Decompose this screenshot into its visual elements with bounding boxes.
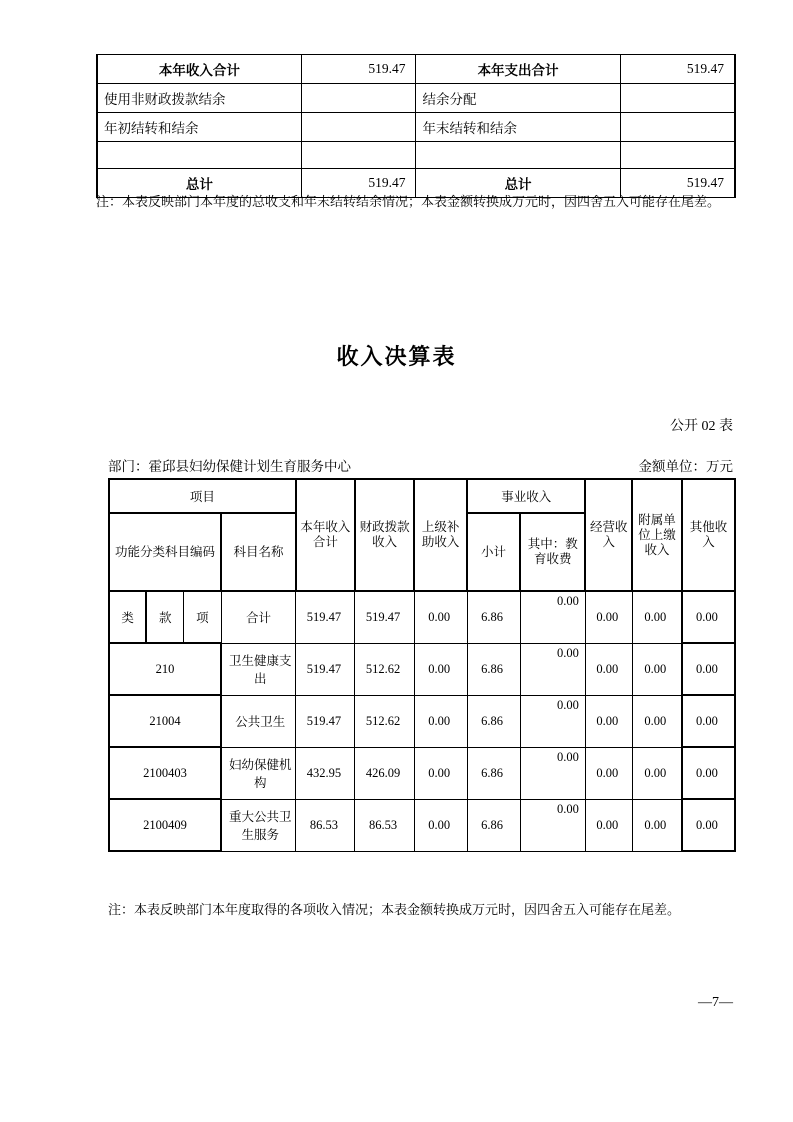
cell-edu-fee-value: 0.00 xyxy=(557,749,579,764)
cell-edu-fee-value: 0.00 xyxy=(557,801,579,816)
header-subtotal xyxy=(467,513,520,591)
cell-value-left xyxy=(301,84,416,113)
cell-operating: 0.00 xyxy=(585,591,632,643)
header-fiscal xyxy=(355,479,414,591)
cell-func-code: 2100403 xyxy=(109,747,221,799)
table-row xyxy=(97,113,735,142)
cell-value-left: 519.47 xyxy=(301,169,416,198)
cell-value-left xyxy=(301,113,416,142)
cell-edu-fee xyxy=(520,695,585,747)
income-table-container xyxy=(108,478,736,852)
table-row xyxy=(97,55,735,84)
table-row xyxy=(109,643,735,695)
cell-value-right: 519.47 xyxy=(620,169,735,198)
cell-subject-name: 卫生健康支出 xyxy=(221,643,296,695)
cell-superior: 0.00 xyxy=(414,643,467,695)
income-table-note: 注：本表反映部门本年度取得的各项收入情况；本表金额转换成万元时，因四舍五入可能存在尾差。 xyxy=(108,902,681,917)
cell-edu-fee xyxy=(520,591,585,643)
cell-fiscal: 512.62 xyxy=(355,643,414,695)
cell-subject-name: 合计 xyxy=(221,591,296,643)
cell-affiliated: 0.00 xyxy=(632,799,682,851)
cell-value-right: 519.47 xyxy=(620,55,735,84)
cell-affiliated: 0.00 xyxy=(632,747,682,799)
header-affiliated-label: 附属单位上缴收入 xyxy=(638,512,676,557)
table-row xyxy=(109,591,735,643)
cell-edu-fee-value: 0.00 xyxy=(557,697,579,712)
header-func-code-label: 功能分类科目编码 xyxy=(115,544,216,559)
cell-section: 款 xyxy=(146,591,183,643)
cell-subject-name: 重大公共卫生服务 xyxy=(221,799,296,851)
cell-label-right xyxy=(416,142,620,169)
header-year-total-label: 本年收入合计 xyxy=(300,520,351,549)
cell-affiliated: 0.00 xyxy=(632,695,682,747)
cell-superior: 0.00 xyxy=(414,747,467,799)
header-project: 项目 xyxy=(109,479,296,513)
cell-other: 0.00 xyxy=(682,591,735,643)
header-subject-name-label: 科目名称 xyxy=(233,544,284,559)
header-other-label: 其他收入 xyxy=(689,520,728,549)
table-row xyxy=(109,747,735,799)
cell-subtotal: 6.86 xyxy=(467,747,520,799)
header-operating-label: 经营收入 xyxy=(590,520,628,549)
cell-label-left xyxy=(97,142,301,169)
cell-value-right xyxy=(620,84,735,113)
cell-label-left: 本年收入合计 xyxy=(97,55,301,84)
cell-fiscal: 426.09 xyxy=(355,747,414,799)
header-edu-fee-label: 其中：教育收费 xyxy=(527,537,578,566)
cell-label-left: 年初结转和结余 xyxy=(97,113,301,142)
header-operating xyxy=(585,479,632,591)
cell-fiscal: 519.47 xyxy=(355,591,414,643)
cell-value-right xyxy=(620,113,735,142)
cell-year-total: 432.95 xyxy=(296,747,355,799)
cell-edu-fee xyxy=(520,747,585,799)
cell-label-right: 总计 xyxy=(416,169,620,198)
cell-subtotal: 6.86 xyxy=(467,799,520,851)
header-superior-label: 上级补助收入 xyxy=(421,520,460,549)
cell-edu-fee xyxy=(520,799,585,851)
cell-other: 0.00 xyxy=(682,695,735,747)
header-superior xyxy=(414,479,467,591)
summary-table-container xyxy=(96,54,736,198)
cell-operating: 0.00 xyxy=(585,695,632,747)
summary-table xyxy=(96,54,736,198)
cell-label-right: 年末结转和结余 xyxy=(416,113,620,142)
header-business: 事业收入 xyxy=(467,479,585,513)
department-label: 部门：霍邱县妇幼保健计划生育服务中心 xyxy=(108,459,351,474)
cell-superior: 0.00 xyxy=(414,591,467,643)
page-number: —7— xyxy=(698,995,733,1010)
cell-value-left xyxy=(301,142,416,169)
cell-subtotal: 6.86 xyxy=(467,591,520,643)
cell-subject-name: 公共卫生 xyxy=(221,695,296,747)
cell-item: 项 xyxy=(184,591,221,643)
header-subject-name xyxy=(221,513,296,591)
cell-other: 0.00 xyxy=(682,643,735,695)
cell-superior: 0.00 xyxy=(414,695,467,747)
cell-year-total: 519.47 xyxy=(296,643,355,695)
cell-affiliated: 0.00 xyxy=(632,643,682,695)
header-year-total xyxy=(296,479,355,591)
cell-func-code: 210 xyxy=(109,643,221,695)
header-fiscal-label: 财政拨款收入 xyxy=(359,520,410,549)
table-meta-row xyxy=(108,455,733,475)
cell-edu-fee xyxy=(520,643,585,695)
cell-other: 0.00 xyxy=(682,747,735,799)
cell-year-total: 86.53 xyxy=(296,799,355,851)
cell-subject-name: 妇幼保健机构 xyxy=(221,747,296,799)
form-code-label: 公开 02 表 xyxy=(670,419,733,434)
cell-label-right: 本年支出合计 xyxy=(416,55,620,84)
summary-table-note: 注：本表反映部门本年度的总收支和年末结转结余情况；本表金额转换成万元时，因四舍五入可能存在尾差。 xyxy=(96,194,721,209)
cell-value-left: 519.47 xyxy=(301,55,416,84)
cell-label-right: 结余分配 xyxy=(416,84,620,113)
cell-class: 类 xyxy=(109,591,146,643)
page-title: 收入决算表 xyxy=(336,344,457,369)
cell-func-code: 2100409 xyxy=(109,799,221,851)
cell-label-left: 总计 xyxy=(97,169,301,198)
header-row xyxy=(109,479,735,513)
cell-year-total: 519.47 xyxy=(296,695,355,747)
table-row xyxy=(97,142,735,169)
amount-unit-label: 金额单位：万元 xyxy=(638,459,733,474)
header-subtotal-label: 小计 xyxy=(481,544,507,559)
income-final-accounts-table xyxy=(108,478,736,852)
cell-operating: 0.00 xyxy=(585,747,632,799)
cell-affiliated: 0.00 xyxy=(632,591,682,643)
cell-other: 0.00 xyxy=(682,799,735,851)
table-row xyxy=(97,84,735,113)
cell-fiscal: 86.53 xyxy=(355,799,414,851)
cell-edu-fee-value: 0.00 xyxy=(557,645,579,660)
cell-operating: 0.00 xyxy=(585,799,632,851)
cell-label-left: 使用非财政拨款结余 xyxy=(97,84,301,113)
cell-operating: 0.00 xyxy=(585,643,632,695)
header-other xyxy=(682,479,735,591)
cell-edu-fee-value: 0.00 xyxy=(557,594,579,608)
cell-fiscal: 512.62 xyxy=(355,695,414,747)
cell-superior: 0.00 xyxy=(414,799,467,851)
cell-value-right xyxy=(620,142,735,169)
cell-subtotal: 6.86 xyxy=(467,643,520,695)
cell-subtotal: 6.86 xyxy=(467,695,520,747)
cell-func-code: 21004 xyxy=(109,695,221,747)
cell-year-total: 519.47 xyxy=(296,591,355,643)
header-func-code xyxy=(109,513,221,591)
header-edu-fee xyxy=(520,513,585,591)
table-row xyxy=(109,695,735,747)
table-row xyxy=(109,799,735,851)
header-affiliated xyxy=(632,479,682,591)
